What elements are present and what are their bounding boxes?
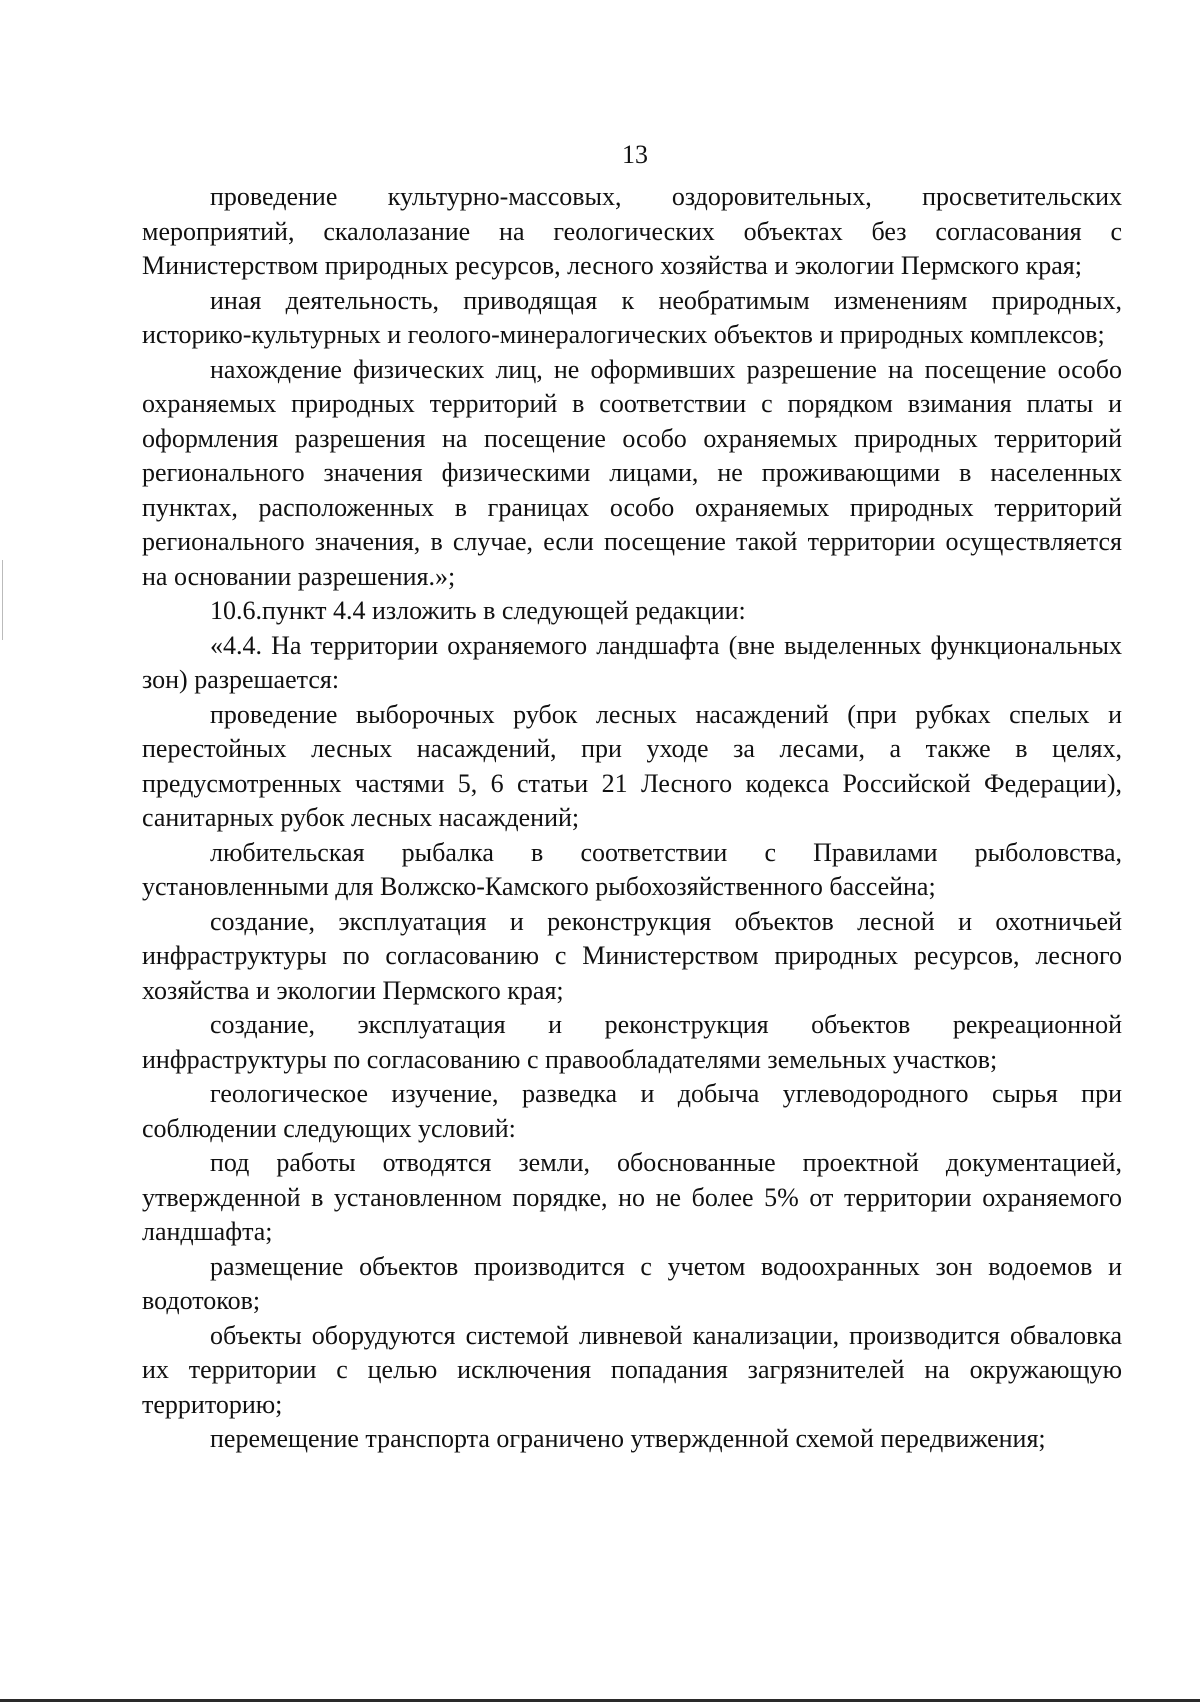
- paragraph: объекты оборудуются системой ливневой канализации, производится обваловка их территории с целью исключения попадания загрязнителей на окружающую территорию;: [142, 1320, 1122, 1419]
- paragraph: размещение объектов производится с учетом водоохранных зон водоемов и водотоков;: [142, 1251, 1122, 1315]
- paragraph: под работы отводятся земли, обоснованные проектной документацией, утвержденной в установленном порядке, но не более 5% от территории охраняемого ландшафта;: [142, 1148, 1122, 1246]
- paragraph: нахождение физических лиц, не оформивших разрешение на посещение особо охраняемых природных территорий в соответствии с порядком взимания платы и оформления разрешения на посещение особо охраняемых природных территорий регионального значения физическими лицами, не проживающими в населенных пунктах, расположенных в границах особо охраняемых природных территорий регионального значения, в случае, если посещение такой территории осуществляется на основании разрешения.»;: [142, 354, 1122, 591]
- paragraph: иная деятельность, приводящая к необратимым изменениям природных, историко-культурных и геолого-минералогических объектов и природных комплексов;: [142, 285, 1122, 349]
- paragraph: создание, эксплуатация и реконструкция объектов лесной и охотничьей инфраструктуры по согласованию с Министерством природных ресурсов, лесного хозяйства и экологии Пермского края;: [142, 906, 1122, 1005]
- paragraph: любительская рыбалка в соответствии с Правилами рыболовства, установленными для Волжско-Камского рыбохозяйственного бассейна;: [142, 837, 1122, 901]
- paragraph: создание, эксплуатация и реконструкция объектов рекреационной инфраструктуры по согласованию с правообладателями земельных участков;: [142, 1010, 1122, 1074]
- scan-edge-mark: [2, 560, 3, 640]
- paragraph: «4.4. На территории охраняемого ландшафта (вне выделенных функциональных зон) разрешается:: [142, 630, 1122, 694]
- page-number: 13: [622, 140, 648, 169]
- paragraph: проведение выборочных рубок лесных насаждений (при рубках спелых и перестойных лесных насаждений, при уходе за лесами, а также в целях, предусмотренных частями 5, 6 статьи 21 Лесного кодекса Российской Федерации), санитарных рубок лесных насаждений;: [142, 699, 1122, 832]
- document-body: [142, 180, 1122, 1457]
- paragraph: геологическое изучение, разведка и добыча углеводородного сырья при соблюдении следующих условий:: [142, 1079, 1122, 1143]
- paragraph: 10.6.пункт 4.4 изложить в следующей редакции:: [210, 596, 746, 625]
- paragraph: перемещение транспорта ограничено утвержденной схемой передвижения;: [210, 1424, 1046, 1453]
- paragraph: проведение культурно-массовых, оздоровительных, просветительских мероприятий, скалолазание на геологических объектах без согласования с Министерством природных ресурсов, лесного хозяйства и экологии Пермского края;: [142, 182, 1122, 280]
